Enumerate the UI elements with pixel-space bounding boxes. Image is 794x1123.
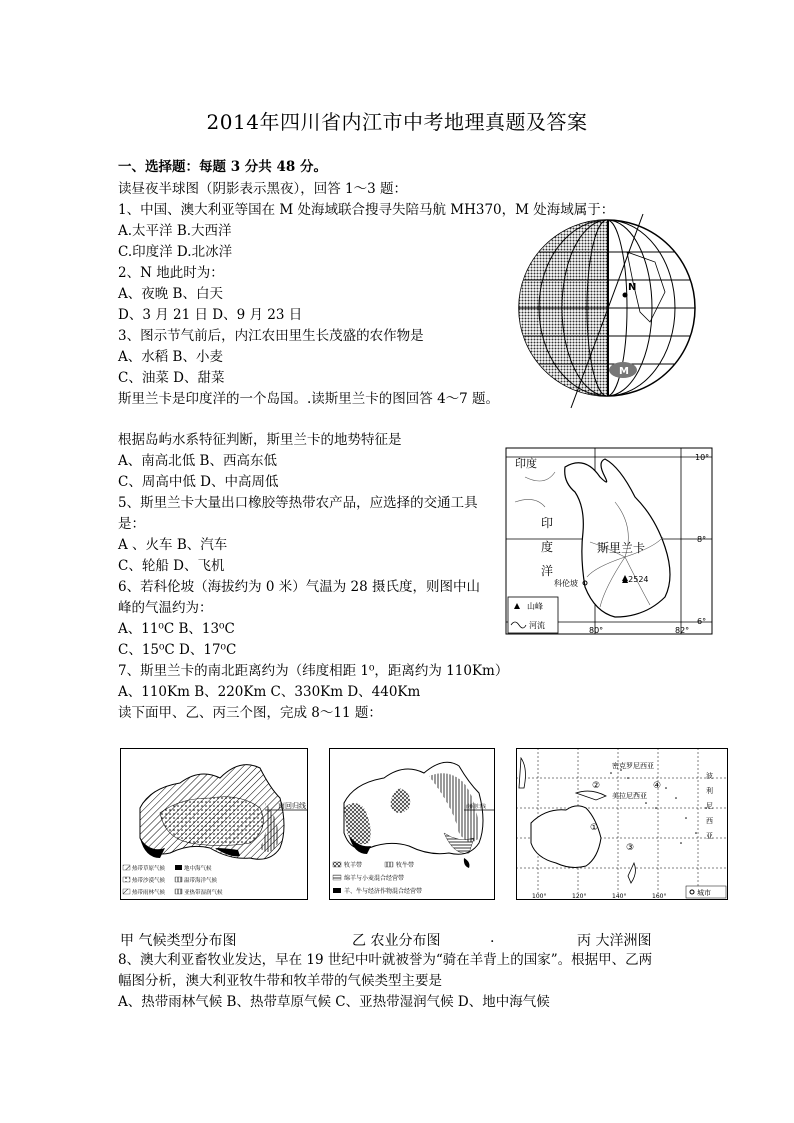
text-line: 8、澳大利亚畜牧业发达，早在 19 世纪中叶就被誉为“骑在羊背上的国家”。根据甲、乙两 [118, 952, 653, 968]
text-line: A、热带雨林气候 B、热带草原气候 C、亚热带湿润气候 D、地中海气候 [118, 994, 550, 1010]
label-m: M [619, 366, 629, 377]
lon-160: 160° [652, 893, 667, 900]
label-peak-elev: ▲2524 [622, 575, 649, 584]
label-melanesia: 美拉尼西亚 [612, 792, 647, 800]
label-sea-india: 印度 [515, 457, 537, 470]
agriculture-map-yi [329, 748, 495, 900]
circled-4: ④ [653, 781, 662, 791]
text-line: A.太平洋 B.大西洋 [118, 223, 232, 239]
circled-3: ③ [626, 843, 635, 853]
legend-yi-0: 牧羊带 [344, 862, 363, 869]
text-line: A、110Km B、220Km C、330Km D、440Km [118, 684, 421, 700]
text-line: 读下面甲、乙、丙三个图，完成 8～11 题： [118, 705, 382, 721]
text-line: 斯里兰卡是印度洋的一个岛国。.读斯里兰卡的图回答 4～7 题。 [118, 391, 500, 407]
text-line: 峰的气温约为： [118, 600, 213, 616]
label-lat8: 8° [697, 535, 707, 544]
legend-jia-1: 地中海气候 [184, 866, 212, 872]
label-sea-du: 度 [541, 540, 554, 554]
lon-100: 100° [532, 893, 547, 900]
caption-dot: . [490, 930, 495, 946]
label-polynesia-1: 波 [706, 772, 713, 780]
label-polynesia-3: 尼 [706, 802, 713, 810]
page-title: 2014年四川省内江市中考地理真题及答案 [206, 110, 588, 134]
text-line: A、11⁰C B、13⁰C [118, 621, 235, 637]
legend-peak-label: 山峰 [527, 602, 543, 611]
sri-lanka-map [505, 447, 715, 637]
text-line: C、15⁰C D、17⁰C [118, 642, 237, 658]
text-line: 读昼夜半球图（阴影表示黑夜），回答 1～3 题： [118, 181, 408, 197]
tropic-label-yi: 南回归线 [466, 804, 487, 810]
text-line: 7、斯里兰卡的南北距离约为（纬度相距 1⁰，距离约为 110Km） [118, 663, 509, 679]
label-lat6: 6° [697, 617, 707, 626]
day-night-globe-figure [515, 212, 705, 412]
caption-bing: 丙 大洋洲图 [577, 933, 652, 949]
legend-yi-1: 牧牛带 [396, 862, 415, 869]
oceania-map-bing [516, 748, 728, 900]
text-line: A、夜晚 B、白天 [118, 286, 223, 302]
label-colombo: 科伦坡 [554, 579, 578, 588]
lon-120: 120° [572, 893, 587, 900]
label-polynesia-5: 亚 [706, 832, 713, 840]
label-polynesia-2: 利 [706, 787, 713, 795]
tropic-label-jia: 南回归线 [278, 802, 306, 810]
label-lat10: 10° [695, 453, 710, 462]
circled-2: ② [592, 781, 601, 791]
legend-jia-5: 亚热带湿润气候 [184, 890, 223, 896]
caption-yi: 乙 农业分布图 [352, 933, 441, 949]
legend-jia-3: 温带海洋气候 [184, 878, 218, 884]
label-lon82: 82° [675, 626, 690, 635]
label-lon80: 80° [589, 626, 604, 635]
label-sea-yin: 印 [541, 516, 554, 530]
text-line: A、南高北低 B、西高东低 [118, 453, 277, 469]
legend-river-label: 河流 [529, 621, 545, 630]
text-line: C.印度洋 D.北冰洋 [118, 244, 233, 260]
text-line: A 、火车 B、汽车 [118, 537, 228, 553]
text-line: 6、若科伦坡（海拔约为 0 米）气温为 28 摄氏度，则图中山 [118, 579, 481, 595]
legend-jia-0: 热带草原气候 [132, 866, 166, 872]
label-country: 斯里兰卡 [597, 541, 646, 555]
text-line: 5、斯里兰卡大量出口橡胶等热带农产品，应选择的交通工具 [118, 495, 478, 511]
point-n-marker [623, 293, 628, 298]
text-line: 是： [118, 516, 145, 532]
text-line: 2、N 地此时为： [118, 265, 224, 281]
text-line: 根据岛屿水系特征判断，斯里兰卡的地势特征是 [118, 432, 402, 448]
label-micronesia: 密克罗尼西亚 [612, 762, 654, 770]
label-polynesia-4: 西 [706, 817, 713, 825]
legend-yi-3: 羊、牛与经济作物混合经营带 [344, 888, 423, 895]
text-line: A、水稻 B、小麦 [118, 349, 223, 365]
climate-map-jia [120, 748, 308, 900]
label-n: N [628, 282, 637, 293]
legend-city-label: 城市 [697, 889, 711, 897]
section-heading: 一、选择题：每题 3 分共 48 分。 [118, 159, 327, 175]
text-line: 3、图示节气前后，内江农田里生长茂盛的农作物是 [118, 328, 424, 344]
text-line: D、3 月 21 日 D、9 月 23 日 [118, 307, 303, 323]
text-line: C、油菜 D、甜菜 [118, 370, 225, 386]
label-sea-yang: 洋 [541, 564, 554, 578]
text-line: 1、中国、澳大利亚等国在 M 处海域联合搜寻失陪马航 MH370，M 处海域属于： [118, 202, 615, 218]
text-line: C、轮船 D、飞机 [118, 558, 225, 574]
text-line: C、周高中低 D、中高周低 [118, 474, 279, 490]
legend-jia-2: 热带沙漠气候 [132, 878, 166, 884]
text-line: 幅图分析，澳大利亚牧牛带和牧羊带的气候类型主要是 [118, 973, 442, 989]
circled-1: ① [590, 823, 599, 833]
caption-jia: 甲 气候类型分布图 [120, 933, 237, 949]
legend-yi-2: 绵羊与小麦混合经营带 [344, 875, 405, 882]
lon-140: 140° [612, 893, 627, 900]
legend-jia-4: 热带雨林气候 [132, 890, 166, 896]
